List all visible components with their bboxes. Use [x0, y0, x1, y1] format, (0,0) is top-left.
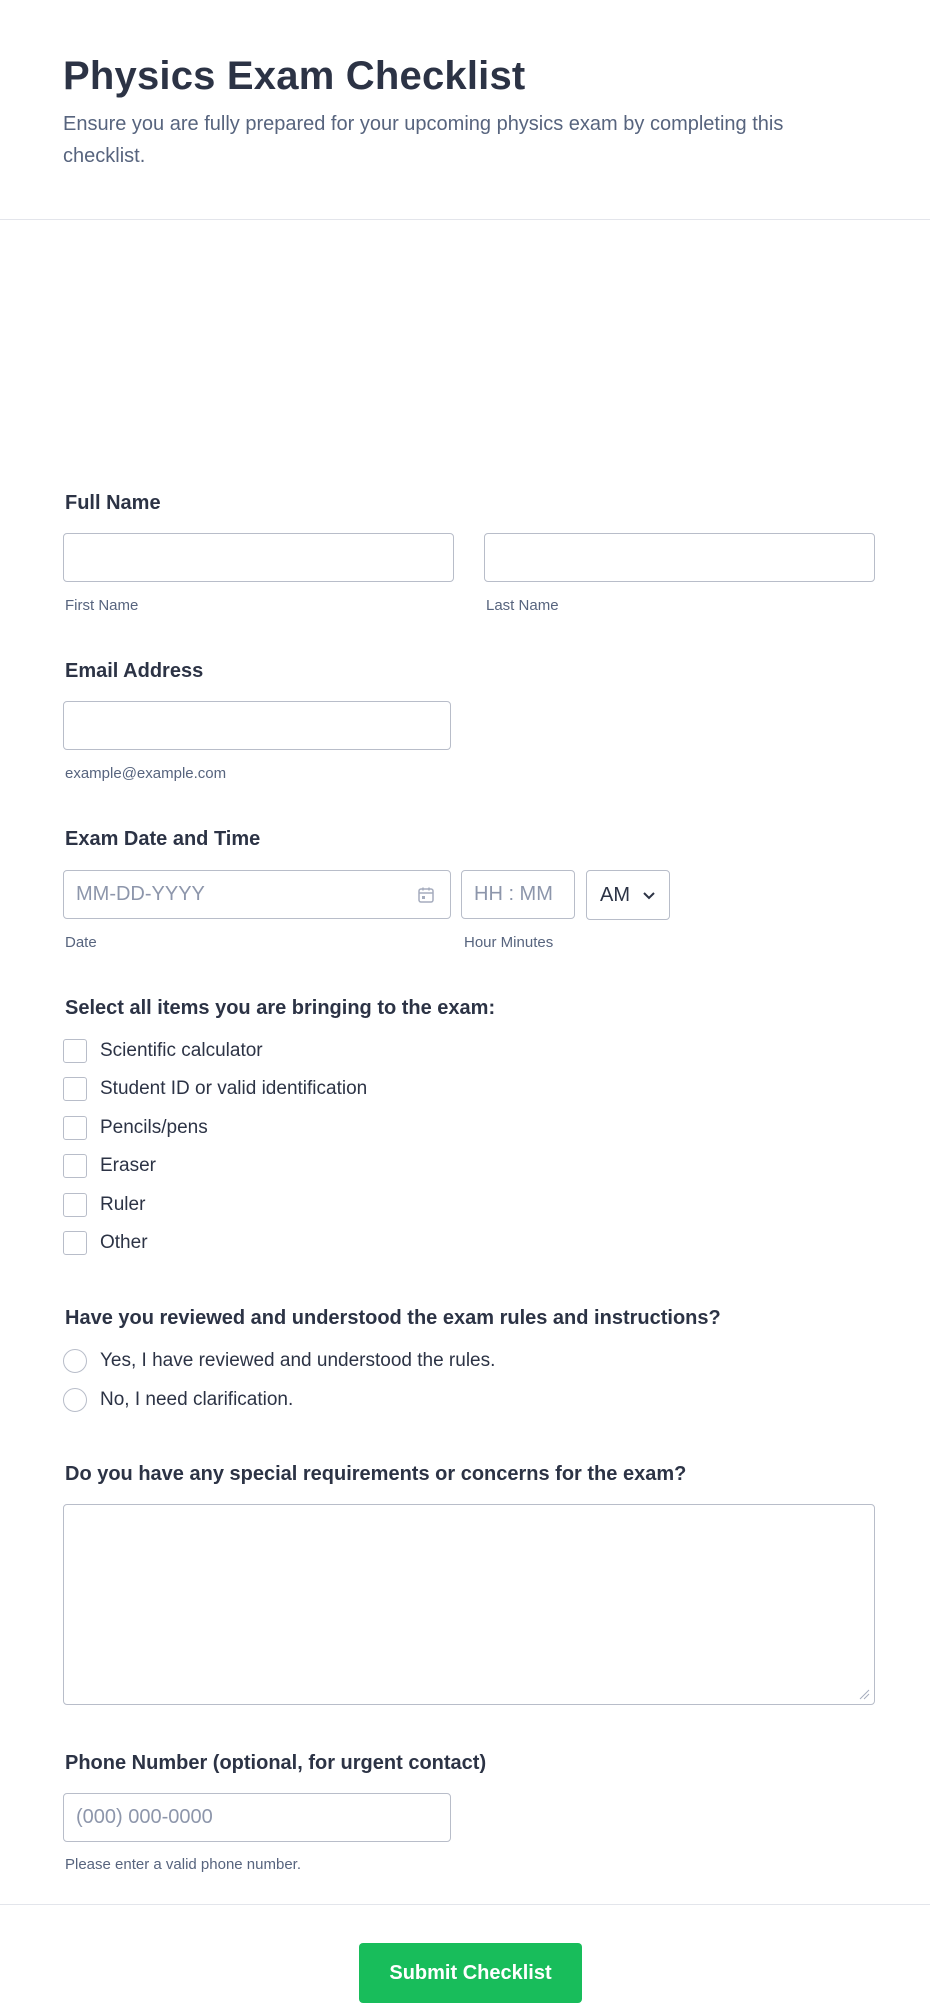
checkbox-student-id[interactable]	[63, 1077, 87, 1101]
date-placeholder: MM-DD-YYYY	[76, 883, 205, 905]
time-sublabel: Hour Minutes	[464, 934, 554, 951]
radio-label: No, I need clarification.	[100, 1389, 294, 1410]
resize-grip-icon[interactable]	[858, 1688, 870, 1700]
date-input[interactable]	[63, 870, 451, 919]
checkbox-eraser[interactable]	[63, 1154, 87, 1178]
radio-yes[interactable]	[63, 1349, 87, 1373]
phone-sublabel: Please enter a valid phone number.	[65, 1856, 301, 1873]
footer-divider	[0, 1904, 930, 1905]
time-placeholder: HH : MM	[474, 883, 553, 905]
full-name-label: Full Name	[65, 492, 161, 514]
checkbox-other[interactable]	[63, 1231, 87, 1255]
date-sublabel: Date	[65, 934, 97, 951]
special-label: Do you have any special requirements or concerns for the exam?	[65, 1463, 687, 1485]
checkbox-label: Scientific calculator	[100, 1040, 263, 1061]
email-input[interactable]	[63, 701, 451, 750]
checkbox-scientific-calculator[interactable]	[63, 1039, 87, 1063]
first-name-sublabel: First Name	[65, 597, 139, 614]
calendar-icon[interactable]	[416, 885, 436, 905]
ampm-select[interactable]	[586, 870, 670, 920]
checkbox-label: Student ID or valid identification	[100, 1078, 368, 1099]
special-requirements-textarea[interactable]	[63, 1504, 875, 1705]
page-subtitle: Ensure you are fully prepared for your upcoming physics exam by completing this checklist.	[63, 113, 784, 167]
radio-label: Yes, I have reviewed and understood the rules.	[100, 1350, 496, 1371]
checkbox-label: Pencils/pens	[100, 1117, 208, 1138]
email-label: Email Address	[65, 660, 204, 682]
checkbox-label: Eraser	[100, 1155, 156, 1176]
checkbox-ruler[interactable]	[63, 1193, 87, 1217]
last-name-sublabel: Last Name	[486, 597, 559, 614]
page-title: Physics Exam Checklist	[63, 54, 526, 98]
phone-label: Phone Number (optional, for urgent contact)	[65, 1752, 487, 1774]
time-input[interactable]	[461, 870, 575, 919]
phone-placeholder: (000) 000-0000	[76, 1806, 213, 1828]
form-header	[0, 0, 930, 220]
ampm-value: AM	[600, 883, 630, 906]
last-name-input[interactable]	[484, 533, 875, 582]
checkbox-label: Ruler	[100, 1194, 146, 1215]
radio-no[interactable]	[63, 1388, 87, 1412]
exam-datetime-label: Exam Date and Time	[65, 828, 261, 850]
submit-button[interactable]: Submit Checklist	[359, 1943, 582, 2003]
checkbox-pencils-pens[interactable]	[63, 1116, 87, 1140]
phone-input[interactable]	[63, 1793, 451, 1842]
chevron-down-icon	[641, 887, 657, 903]
first-name-input[interactable]	[63, 533, 454, 582]
items-label: Select all items you are bringing to the exam:	[65, 997, 496, 1019]
email-sublabel: example@example.com	[65, 765, 227, 782]
rules-label: Have you reviewed and understood the exam rules and instructions?	[65, 1307, 721, 1329]
checkbox-label: Other	[100, 1232, 148, 1253]
